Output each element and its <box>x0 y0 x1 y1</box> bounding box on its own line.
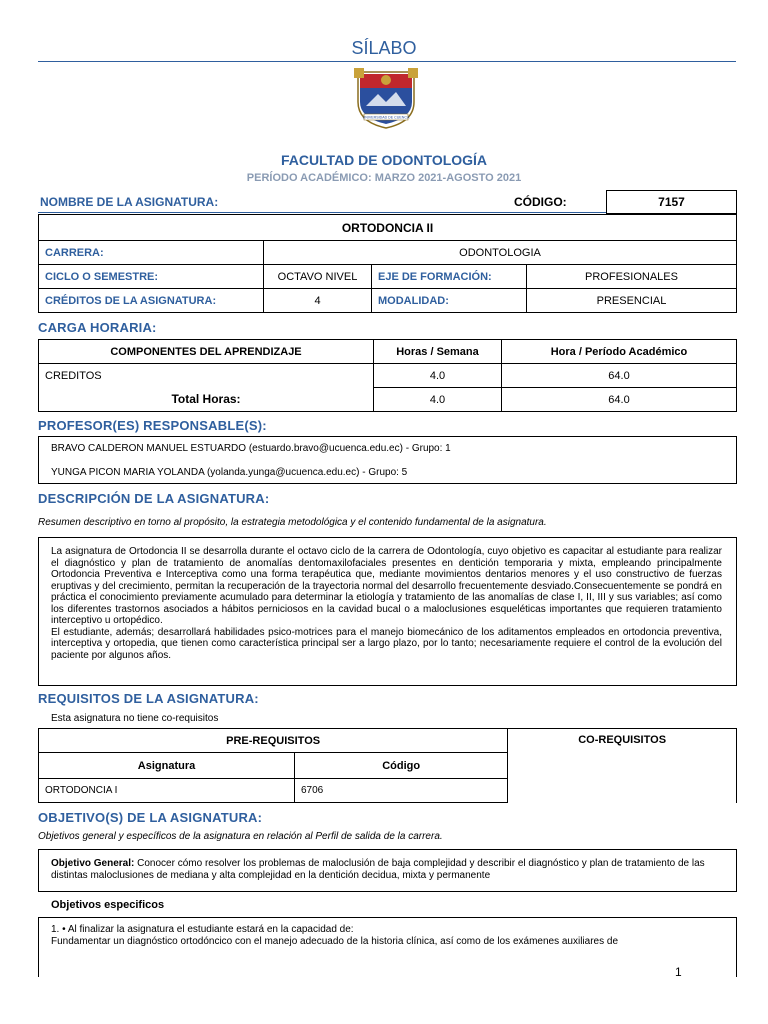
faculty-name: FACULTAD DE ODONTOLOGÍA <box>280 152 488 168</box>
workload-row-component: CREDITOS <box>39 364 374 388</box>
subject-info-table <box>38 214 737 313</box>
prereq-col-subject: Asignatura <box>39 753 295 779</box>
prereq-col-code: Código <box>295 753 508 779</box>
general-objective-label: Objetivo General: <box>51 858 135 869</box>
workload-row-period: 64.0 <box>502 364 737 388</box>
title-rule <box>38 61 736 62</box>
cycle-value: OCTAVO NIVEL <box>264 265 372 289</box>
page-number: 1 <box>675 965 682 979</box>
professors-heading: PROFESOR(ES) RESPONSABLE(S): <box>38 418 267 433</box>
specific-objective-line: Fundamentar un diagnóstico ortodóncico con el manejo adecuado de la historia clínica, así como de los exámenes auxiliares de <box>51 936 619 947</box>
credits-label: CRÉDITOS DE LA ASIGNATURA: <box>39 289 264 313</box>
modality-label: MODALIDAD: <box>372 289 527 313</box>
workload-col-period: Hora / Período Académico <box>502 340 737 364</box>
table-row <box>39 364 737 388</box>
subject-name-label: NOMBRE DE LA ASIGNATURA: <box>40 195 219 209</box>
description-box <box>38 537 737 686</box>
description-text: La asignatura de Ortodoncia II se desarrolla durante el octavo ciclo de la carrera de Odontología, cuyo objetivo es capacitar al estudiante para realizar el diagnóstico y plan de tratamiento de anomalías dentomaxilofaciales presentes en dentición temporaria y mixta, empleando principalmente Ortodoncia Preventiva e Interceptiva como una forma terapéutica que, mediante movimientos dentarios menores y el uso constructivo de fuerzas eruptivas y del crecimiento, permitan la recuperación de la trayectoria normal del desarrollo frecuentemente desviado.Consecuentemente se pondrá en práctica el conocimiento previamente acumulado para determinar la etiología y tratamiento de las anomalías de clase I, II, III y sus variables; así como los diferentes trastornos asociados a hábitos perniciosos en la cavidad bucal o a maloclusiones esqueléticas importantes que requieren tratamiento interceptivo u ortopédico. El estudiante, además; desarrollará habilidades psico-motrices para el manejo biomecánico de los aditamentos empleados en ortodoncia preventiva, interceptiva y ortopedia, que tienen como característica principal ser a largo plazo, por lo tanto; necesariamente requiere el control de la evolución del paciente por algunos años. <box>51 546 722 661</box>
workload-row-week: 4.0 <box>374 364 502 388</box>
requirements-note: Esta asignatura no tiene co-requisitos <box>51 713 219 724</box>
axis-label: EJE DE FORMACIÓN: <box>372 265 527 289</box>
prereq-code: 6706 <box>295 779 508 803</box>
workload-table <box>38 339 737 412</box>
objectives-subtitle: Objetivos general y específicos de la asignatura en relación al Perfil de salida de la carrera. <box>38 831 443 842</box>
workload-col-components: COMPONENTES DEL APRENDIZAJE <box>39 340 374 364</box>
general-objective-box <box>38 849 737 892</box>
professor-item: YUNGA PICON MARIA YOLANDA (yolanda.yunga@ucuenca.edu.ec) - Grupo: 5 <box>51 467 408 478</box>
subject-name-value: ORTODONCIA II <box>39 215 737 241</box>
professors-box <box>38 436 737 484</box>
subject-code-label: CÓDIGO: <box>514 195 567 209</box>
workload-total-week: 4.0 <box>374 388 502 412</box>
workload-total-label: Total Horas: <box>39 388 374 412</box>
career-value: ODONTOLOGIA <box>264 241 737 265</box>
specific-objective-line: 1. • Al finalizar la asignatura el estudiante estará en la capacidad de: <box>51 924 354 935</box>
career-label: CARRERA: <box>39 241 264 265</box>
prerequisites-label: PRE-REQUISITOS <box>39 729 508 753</box>
credits-value: 4 <box>264 289 372 313</box>
cycle-label: CICLO O SEMESTRE: <box>39 265 264 289</box>
modality-value: PRESENCIAL <box>527 289 737 313</box>
specific-objectives-box <box>38 917 737 977</box>
workload-total-period: 64.0 <box>502 388 737 412</box>
corequisites-label: CO-REQUISITOS <box>508 729 737 803</box>
university-seal <box>350 66 422 130</box>
specific-objectives-label: Objetivos especificos <box>51 899 165 911</box>
document-title: SÍLABO <box>351 38 417 58</box>
subject-code-value: 7157 <box>606 190 737 214</box>
objectives-heading: OBJETIVO(S) DE LA ASIGNATURA: <box>38 810 263 825</box>
workload-col-week: Horas / Semana <box>374 340 502 364</box>
general-objective-text: Conocer cómo resolver los problemas de maloclusión de baja complejidad y describir el diagnóstico y plan de tratamiento de las distintas maloclusiones de mediana y alta complejidad en la dentición decidua, mixta y permanente <box>51 858 705 881</box>
prereq-subject: ORTODONCIA I <box>39 779 295 803</box>
requirements-heading: REQUISITOS DE LA ASIGNATURA: <box>38 691 259 706</box>
section-rule <box>38 212 606 213</box>
requirements-table <box>38 728 737 803</box>
workload-heading: CARGA HORARIA: <box>38 320 157 335</box>
professor-item: BRAVO CALDERON MANUEL ESTUARDO (estuardo.bravo@ucuenca.edu.ec) - Grupo: 1 <box>51 443 451 454</box>
description-subtitle: Resumen descriptivo en torno al propósito, la estrategia metodológica y el contenido fundamental de la asignatura. <box>38 517 547 528</box>
academic-period: PERÍODO ACADÉMICO: MARZO 2021-AGOSTO 2021 <box>246 172 522 184</box>
axis-value: PROFESIONALES <box>527 265 737 289</box>
description-heading: DESCRIPCIÓN DE LA ASIGNATURA: <box>38 491 270 506</box>
seal-banner-text: UNIVERSIDAD DE CUENCA <box>362 115 410 120</box>
